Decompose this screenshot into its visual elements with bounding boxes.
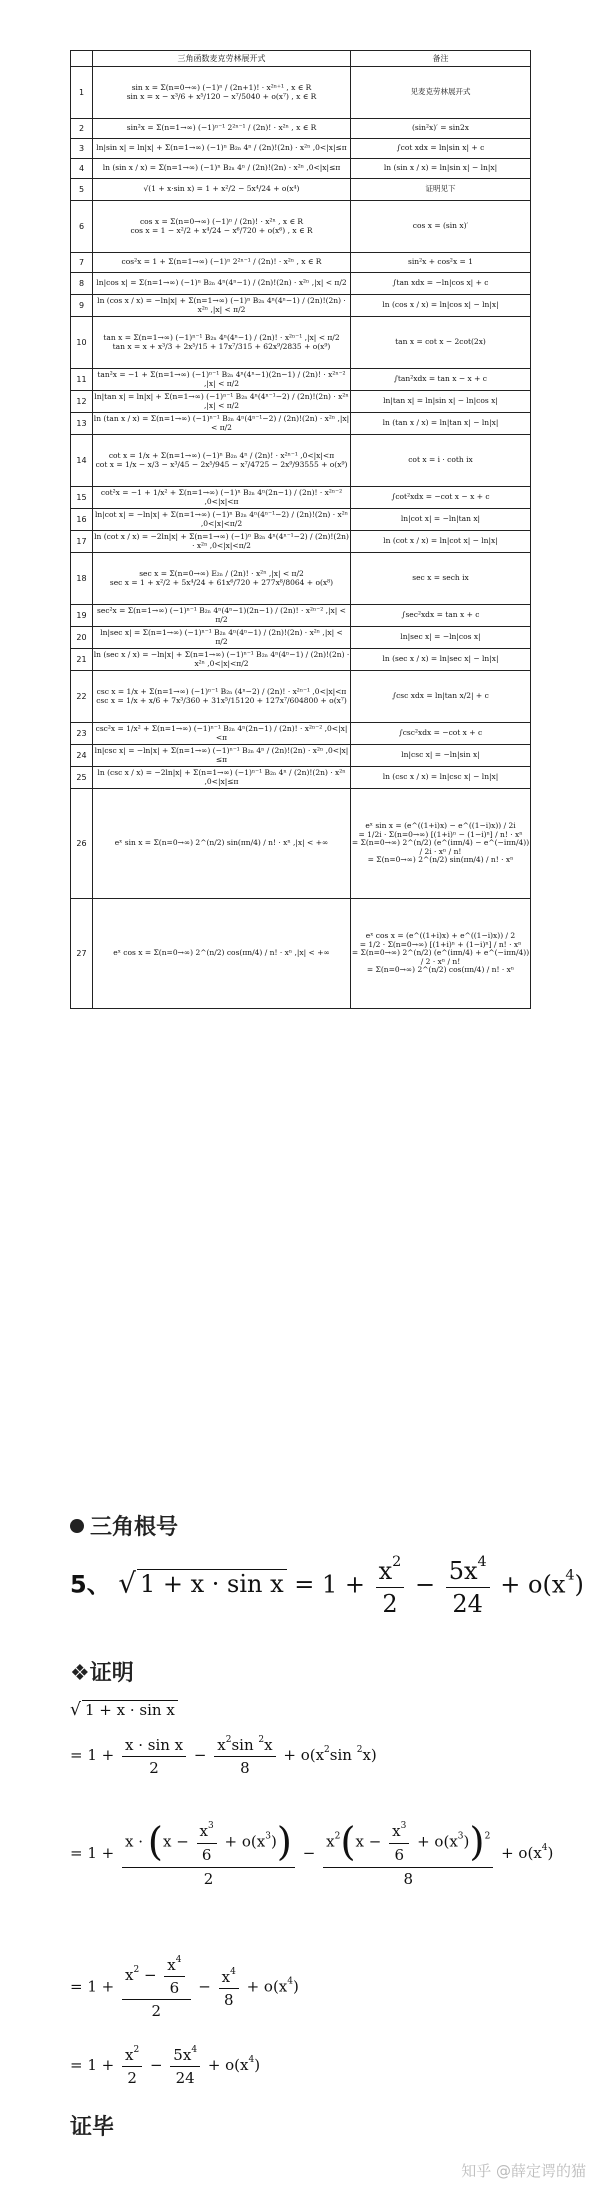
row-note: ln|csc x| = −ln|sin x| <box>351 745 531 767</box>
row-formula: ln (cot x / x) = −2ln|x| + Σ(n=1→∞) (−1)ⁿ B₂ₙ 4ⁿ(4ⁿ⁻¹−2) / (2n)!(2n) · x²ⁿ ,0<|x|<π/2 <box>93 531 351 553</box>
table-row <box>71 487 531 509</box>
table-row <box>71 899 531 1009</box>
table-row <box>71 391 531 413</box>
row-formula: ln (tan x / x) = Σ(n=1→∞) (−1)ⁿ⁻¹ B₂ₙ 4ⁿ(4ⁿ⁻¹−2) / (2n)!(2n) · x²ⁿ ,|x| < π/2 <box>93 413 351 435</box>
row-formula: ln (sec x / x) = −ln|x| + Σ(n=1→∞) (−1)ⁿ⁻¹ B₂ₙ 4ⁿ(4ⁿ−1) / (2n)!(2n) · x²ⁿ ,0<|x|<π/2 <box>93 649 351 671</box>
row-index: 26 <box>71 789 93 899</box>
row-note: ln (tan x / x) = ln|tan x| − ln|x| <box>351 413 531 435</box>
row-formula: cos²x = 1 + Σ(n=1→∞) (−1)ⁿ 2²ⁿ⁻¹ / (2n)! · x²ⁿ , x ∈ R <box>93 253 351 273</box>
formula-5: 5、 √ 1 + x · sin x = 1 + $\frac{x^2}{2}$ − $\frac{5x^4}{24}$ + $o(x^4)$ <box>70 1554 584 1618</box>
row-note: ∫cot xdx = ln|sin x| + c <box>351 139 531 159</box>
bullet-dot-icon <box>70 1519 84 1533</box>
table-row <box>71 201 531 253</box>
row-note: cos x = (sin x)′ <box>351 201 531 253</box>
table-row <box>71 605 531 627</box>
row-note: ln (sec x / x) = ln|sec x| − ln|x| <box>351 649 531 671</box>
row-index: 20 <box>71 627 93 649</box>
table-row <box>71 413 531 435</box>
proof-line-2: = 1 + $\frac{\text{x · sin x}}{2}$ − $\frac{x^2\sin ^2x}{8}$ + $o(x^2\sin$ $^2$x) <box>70 1735 377 1778</box>
row-formula: csc²x = 1/x² + Σ(n=1→∞) (−1)ⁿ⁻¹ B₂ₙ 4ⁿ(2n−1) / (2n)! · x²ⁿ⁻² ,0<|x|<π <box>93 723 351 745</box>
row-formula: ln (cos x / x) = −ln|x| + Σ(n=1→∞) (−1)ⁿ B₂ₙ 4ⁿ(4ⁿ−1) / (2n)!(2n) · x²ⁿ ,|x| < π/2 <box>93 295 351 317</box>
table-row <box>71 119 531 139</box>
row-formula: eˣ sin x = Σ(n=0→∞) 2^(n/2) sin(πn/4) / n! · xⁿ ,|x| < +∞ <box>93 789 351 899</box>
header-formula: 三角函数麦克劳林展开式 <box>93 51 351 67</box>
table-row <box>71 273 531 295</box>
row-index: 6 <box>71 201 93 253</box>
table-row <box>71 139 531 159</box>
row-index: 8 <box>71 273 93 295</box>
table-row <box>71 745 531 767</box>
formula-5-label: 5、 <box>70 1570 111 1599</box>
row-formula: ln|sin x| = ln|x| + Σ(n=1→∞) (−1)ⁿ B₂ₙ 4ⁿ / (2n)!(2n) · x²ⁿ ,0<|x|≤π <box>93 139 351 159</box>
row-index: 24 <box>71 745 93 767</box>
table-header-row <box>71 51 531 67</box>
row-note: ln|tan x| = ln|sin x| − ln|cos x| <box>351 391 531 413</box>
table-row <box>71 67 531 119</box>
row-note: 证明见下 <box>351 179 531 201</box>
row-index: 15 <box>71 487 93 509</box>
proof-line-4: = 1 + $x^2$ − $\frac{x^4}{6}$ 2 − $\frac{x^4}{8}$ + $o(x^4)$ <box>70 1955 299 2021</box>
row-note: eˣ sin x = (e^((1+i)x) − e^((1−i)x)) / 2i = 1/2i · Σ(n=0→∞) [(1+i)ⁿ − (1−i)ⁿ] / n! · xⁿ = Σ(n=0→∞) 2^(n/2) (e^(iπn/4) − e^(−iπn/4)) / 2i · xⁿ / n! = Σ(n=0→∞) 2^(n/2) sin(πn/4) / n! · xⁿ <box>351 789 531 899</box>
row-formula: sin²x = Σ(n=1→∞) (−1)ⁿ⁻¹ 2²ⁿ⁻¹ / (2n)! · x²ⁿ , x ∈ R <box>93 119 351 139</box>
table-row <box>71 159 531 179</box>
row-index: 17 <box>71 531 93 553</box>
row-note: sin²x + cos²x = 1 <box>351 253 531 273</box>
row-index: 25 <box>71 767 93 789</box>
table-row <box>71 509 531 531</box>
row-formula: ln|sec x| = Σ(n=1→∞) (−1)ⁿ⁻¹ B₂ₙ 4ⁿ(4ⁿ−1) / (2n)!(2n) · x²ⁿ ,|x| < π/2 <box>93 627 351 649</box>
table-row <box>71 317 531 369</box>
row-note: ∫tan²xdx = tan x − x + c <box>351 369 531 391</box>
row-index: 12 <box>71 391 93 413</box>
row-index: 21 <box>71 649 93 671</box>
table-row <box>71 253 531 273</box>
row-formula: cot²x = −1 + 1/x² + Σ(n=1→∞) (−1)ⁿ B₂ₙ 4ⁿ(2n−1) / (2n)! · x²ⁿ⁻² ,0<|x|<π <box>93 487 351 509</box>
table-row <box>71 295 531 317</box>
row-note: ln (csc x / x) = ln|csc x| − ln|x| <box>351 767 531 789</box>
proof-line-5: = 1 + $\frac{x^2}{2}$ − $\frac{5x^4}{24}$ + $o(x^4)$ <box>70 2045 261 2088</box>
table-row <box>71 627 531 649</box>
row-index: 18 <box>71 553 93 605</box>
row-note: tan x = cot x − 2cot(2x) <box>351 317 531 369</box>
row-formula: ln (sin x / x) = Σ(n=1→∞) (−1)ⁿ B₂ₙ 4ⁿ / (2n)!(2n) · x²ⁿ ,0<|x|≤π <box>93 159 351 179</box>
row-formula: ln|tan x| = ln|x| + Σ(n=1→∞) (−1)ⁿ⁻¹ B₂ₙ 4ⁿ(4ⁿ⁻¹−2) / (2n)!(2n) · x²ⁿ ,|x| < π/2 <box>93 391 351 413</box>
row-index: 27 <box>71 899 93 1009</box>
row-note: cot x = i · coth ix <box>351 435 531 487</box>
row-index: 9 <box>71 295 93 317</box>
row-note: (sin²x)′ = sin2x <box>351 119 531 139</box>
proof-end: 证毕 <box>70 2115 115 2140</box>
row-index: 16 <box>71 509 93 531</box>
proof-line-3: = 1 + x · (x − $\frac{x^3}{6}$ + $o(x^3)$) 2 − $x^2(x$ − $\frac{x^3}{6}$ + $o(x^3))^2$ 8 + $o(x^4)$ <box>70 1820 554 1888</box>
watermark: 知乎 @薛定谔的猫 <box>461 2162 586 2180</box>
row-index: 14 <box>71 435 93 487</box>
row-index: 7 <box>71 253 93 273</box>
row-index: 10 <box>71 317 93 369</box>
table-row <box>71 179 531 201</box>
row-note: ∫csc xdx = ln|tan x/2| + c <box>351 671 531 723</box>
row-note: ln (cot x / x) = ln|cot x| − ln|x| <box>351 531 531 553</box>
row-index: 13 <box>71 413 93 435</box>
row-note: eˣ cos x = (e^((1+i)x) + e^((1−i)x)) / 2 = 1/2 · Σ(n=0→∞) [(1+i)ⁿ + (1−i)ⁿ] / n! · xⁿ = Σ(n=0→∞) 2^(n/2) (e^(iπn/4) + e^(−iπn/4)) / 2 · xⁿ / n! = Σ(n=0→∞) 2^(n/2) cos(πn/4) / n! · xⁿ <box>351 899 531 1009</box>
section-heading: 三角根号 <box>70 1510 178 1541</box>
row-formula: tan²x = −1 + Σ(n=1→∞) (−1)ⁿ⁻¹ B₂ₙ 4ⁿ(4ⁿ−1)(2n−1) / (2n)! · x²ⁿ⁻² ,|x| < π/2 <box>93 369 351 391</box>
row-index: 1 <box>71 67 93 119</box>
row-index: 23 <box>71 723 93 745</box>
row-formula: √(1 + x·sin x) = 1 + x²/2 − 5x⁴/24 + o(x⁴) <box>93 179 351 201</box>
proof-heading: ❖证明 <box>70 1661 134 1686</box>
row-note: ∫tan xdx = −ln|cos x| + c <box>351 273 531 295</box>
row-formula: tan x = Σ(n=1→∞) (−1)ⁿ⁻¹ B₂ₙ 4ⁿ(4ⁿ−1) / (2n)! · x²ⁿ⁻¹ ,|x| < π/2 tan x = x + x³/3 + 2x⁵/15 + 17x⁷/315 + 62x⁹/2835 + o(x⁹) <box>93 317 351 369</box>
maclaurin-table <box>70 50 531 1009</box>
proof-line-1: √ 1 + x · sin x <box>70 1700 178 1720</box>
row-formula: cot x = 1/x + Σ(n=1→∞) (−1)ⁿ B₂ₙ 4ⁿ / (2n)! · x²ⁿ⁻¹ ,0<|x|<π cot x = 1/x − x/3 − x³/45 − 2x⁵/945 − x⁷/4725 − 2x⁹/93555 + o(x⁹) <box>93 435 351 487</box>
row-formula: sec²x = Σ(n=1→∞) (−1)ⁿ⁻¹ B₂ₙ 4ⁿ(4ⁿ−1)(2n−1) / (2n)! · x²ⁿ⁻² ,|x| < π/2 <box>93 605 351 627</box>
row-formula: sin x = Σ(n=0→∞) (−1)ⁿ / (2n+1)! · x²ⁿ⁺¹ , x ∈ R sin x = x − x³/6 + x⁵/120 − x⁷/5040 + o(x⁷) , x ∈ R <box>93 67 351 119</box>
header-note: 备注 <box>351 51 531 67</box>
table-row <box>71 531 531 553</box>
header-index <box>71 51 93 67</box>
row-index: 5 <box>71 179 93 201</box>
table-row <box>71 649 531 671</box>
table-row <box>71 369 531 391</box>
row-note: ∫sec²xdx = tan x + c <box>351 605 531 627</box>
row-note: 见麦克劳林展开式 <box>351 67 531 119</box>
row-index: 4 <box>71 159 93 179</box>
row-formula: sec x = Σ(n=0→∞) E₂ₙ / (2n)! · x²ⁿ ,|x| < π/2 sec x = 1 + x²/2 + 5x⁴/24 + 61x⁶/720 + 277x⁸/8064 + o(x⁸) <box>93 553 351 605</box>
table-row <box>71 789 531 899</box>
row-note: ∫csc²xdx = −cot x + c <box>351 723 531 745</box>
row-note: ln (sin x / x) = ln|sin x| − ln|x| <box>351 159 531 179</box>
row-note: ln|cot x| = −ln|tan x| <box>351 509 531 531</box>
row-formula: ln|cos x| = Σ(n=1→∞) (−1)ⁿ B₂ₙ 4ⁿ(4ⁿ−1) / (2n)!(2n) · x²ⁿ ,|x| < π/2 <box>93 273 351 295</box>
row-index: 22 <box>71 671 93 723</box>
row-index: 19 <box>71 605 93 627</box>
table-row <box>71 767 531 789</box>
table-row <box>71 723 531 745</box>
row-index: 3 <box>71 139 93 159</box>
row-formula: cos x = Σ(n=0→∞) (−1)ⁿ / (2n)! · x²ⁿ , x ∈ R cos x = 1 − x²/2 + x⁴/24 − x⁶/720 + o(x⁶) , x ∈ R <box>93 201 351 253</box>
row-note: ∫cot²xdx = −cot x − x + c <box>351 487 531 509</box>
row-note: ln|sec x| = −ln|cos x| <box>351 627 531 649</box>
table-row <box>71 435 531 487</box>
table-row <box>71 553 531 605</box>
row-formula: ln (csc x / x) = −2ln|x| + Σ(n=1→∞) (−1)ⁿ⁻¹ B₂ₙ 4ⁿ / (2n)!(2n) · x²ⁿ ,0<|x|≤π <box>93 767 351 789</box>
row-index: 2 <box>71 119 93 139</box>
row-formula: eˣ cos x = Σ(n=0→∞) 2^(n/2) cos(πn/4) / n! · xⁿ ,|x| < +∞ <box>93 899 351 1009</box>
table-row <box>71 671 531 723</box>
row-index: 11 <box>71 369 93 391</box>
table-body <box>71 67 531 1009</box>
row-formula: csc x = 1/x + Σ(n=1→∞) (−1)ⁿ⁻¹ B₂ₙ (4ⁿ−2) / (2n)! · x²ⁿ⁻¹ ,0<|x|<π csc x = 1/x + x/6 + 7x³/360 + 31x⁵/15120 + 127x⁷/604800 + o(x⁷) <box>93 671 351 723</box>
row-formula: ln|cot x| = −ln|x| + Σ(n=1→∞) (−1)ⁿ B₂ₙ 4ⁿ(4ⁿ⁻¹−2) / (2n)!(2n) · x²ⁿ ,0<|x|<π/2 <box>93 509 351 531</box>
row-formula: ln|csc x| = −ln|x| + Σ(n=1→∞) (−1)ⁿ⁻¹ B₂ₙ 4ⁿ / (2n)!(2n) · x²ⁿ ,0<|x|≤π <box>93 745 351 767</box>
row-note: sec x = sech ix <box>351 553 531 605</box>
row-note: ln (cos x / x) = ln|cos x| − ln|x| <box>351 295 531 317</box>
